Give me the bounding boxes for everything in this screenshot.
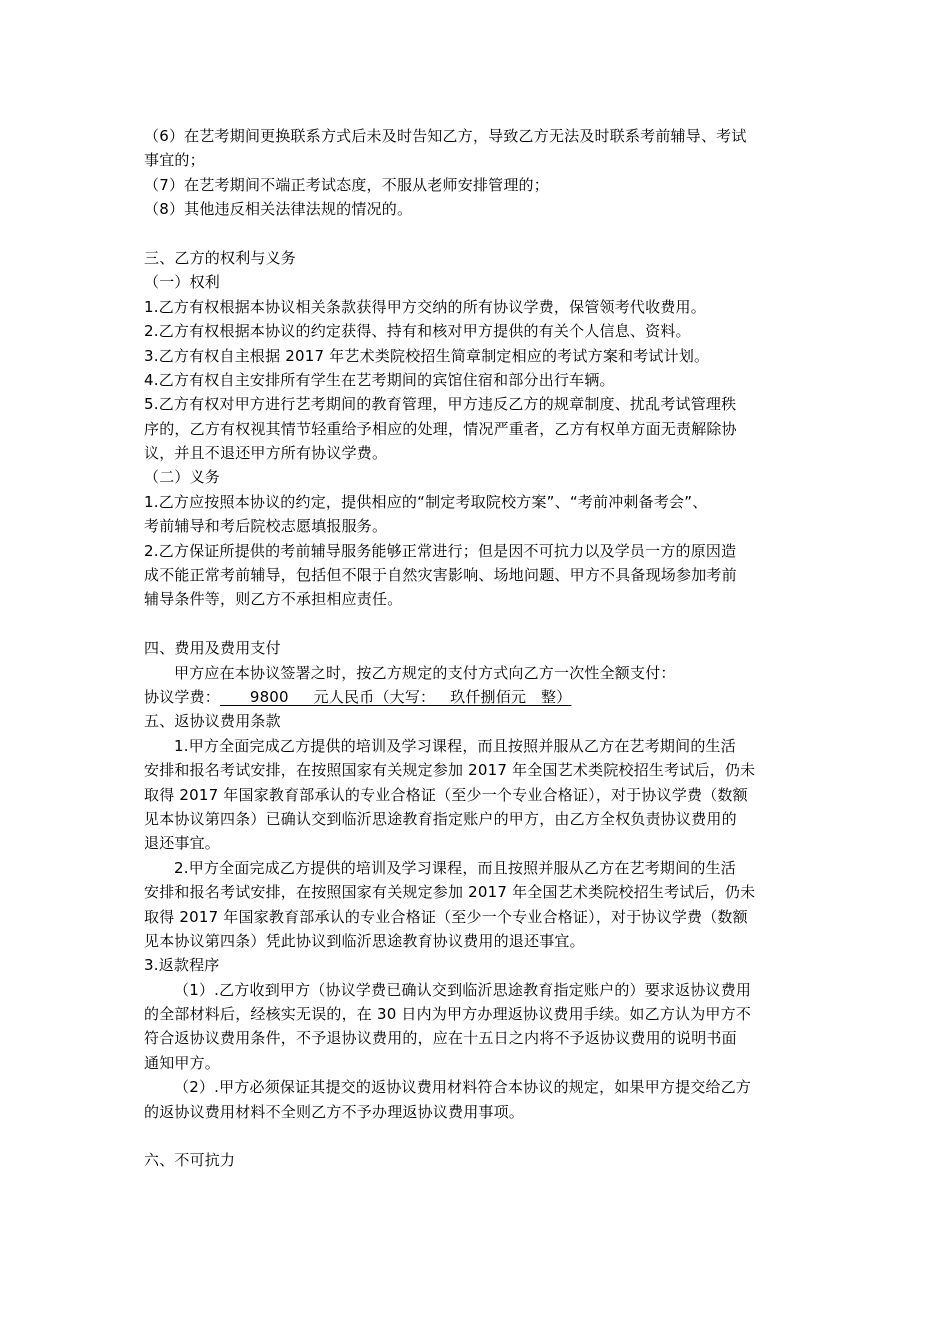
blank-line: [144, 612, 812, 636]
blank-line: [144, 222, 812, 246]
part5-section: [144, 709, 812, 1124]
paragraph-line: 1.甲方全面完成乙方提供的培训及学习课程，而且按照并服从乙方在艺考期间的生活: [174, 736, 736, 755]
paragraph-line: 见本协议第四条）凭此协议到临沂思途教育协议费用的退还事宜。: [144, 931, 585, 950]
paragraph-line: 2.乙方保证所提供的考前辅导服务能够正常进行；但是因不可抗力以及学员一方的原因造: [144, 541, 737, 560]
paragraph-line: （7）在艺考期间不端正考试态度，不服从老师安排管理的；: [144, 175, 549, 194]
paragraph-line: 4.乙方有权自主安排所有学生在艺考期间的宾馆住宿和部分出行车辆。: [144, 370, 615, 389]
paragraph-line: 安排和报名考试安排，在按照国家有关规定参加 2017 年全国艺术类院校招生考试后，仍未: [144, 883, 756, 902]
blank-line: [144, 1124, 812, 1148]
paragraph-line: 取得 2017 年国家教育部承认的专业合格证（至少一个专业合格证），对于协议学费（数额: [144, 907, 748, 926]
document-page: [144, 124, 812, 1173]
subsection-title: （一）权利: [144, 273, 221, 292]
part3-section: [144, 246, 812, 612]
section-heading: 四、费用及费用支付: [144, 639, 281, 658]
paragraph-line: 见本协议第四条）已确认交到临沂思途教育指定账户的甲方，由乙方全权负责协议费用的: [144, 809, 737, 828]
paragraph-line: 1.乙方有权根据本协议相关条款获得甲方交纳的所有协议学费，保管领考代收费用。: [144, 297, 706, 316]
paragraph-line: 序的，乙方有权视其情节轻重给予相应的处理，情况严重者，乙方有权单方面无责解除协: [144, 419, 737, 438]
fee-line: [144, 685, 812, 709]
paragraph-line: 1.乙方应按照本协议的约定，提供相应的“制定考取院校方案”、“考前冲刺备考会”、: [144, 492, 708, 511]
paragraph-line: 5.乙方有权对甲方进行艺考期间的教育管理，甲方违反乙方的规章制度、扰乱考试管理秩: [144, 395, 737, 414]
paragraph-line: 事宜的；: [144, 151, 205, 170]
paragraph-line: 2.甲方全面完成乙方提供的培训及学习课程，而且按照并服从乙方在艺考期间的生活: [174, 858, 736, 877]
paragraph-line: 2.乙方有权根据本协议的约定获得、持有和核对甲方提供的有关个人信息、资料。: [144, 322, 691, 341]
paragraph-line: 考前辅导和考后院校志愿填报服务。: [144, 517, 388, 536]
paragraph-line: 取得 2017 年国家教育部承认的专业合格证（至少一个专业合格证），对于协议学费（数额: [144, 785, 748, 804]
paragraph-line: 的返协议费用材料不全则乙方不予办理返协议费用事项。: [144, 1102, 525, 1121]
paragraph-line: （1）.乙方收到甲方（协议学费已确认交到临沂思途教育指定账户的）要求返协议费用: [174, 980, 752, 999]
paragraph-line: 安排和报名考试安排，在按照国家有关规定参加 2017 年全国艺术类院校招生考试后，仍未: [144, 761, 756, 780]
section-heading: 五、返协议费用条款: [144, 712, 281, 731]
fee-label: 协议学费：: [144, 687, 221, 706]
paragraph-line: 辅导条件等，则乙方不承担相应责任。: [144, 590, 403, 609]
subsection-title: （二）义务: [144, 468, 221, 487]
paragraph-line: 通知甲方。: [144, 1053, 221, 1072]
paragraph-line: 成不能正常考前辅导，包括但不限于自然灾害影响、场地问题、甲方不具备现场参加考前: [144, 566, 737, 585]
paragraph-line: （8）其他违反相关法律法规的情况的。: [144, 200, 413, 219]
part6-section: [144, 1148, 812, 1172]
paragraph-line: （6）在艺考期间更换联系方式后未及时告知乙方，导致乙方无法及时联系考前辅导、考试: [144, 127, 747, 145]
fee-value: 9800 元人民币（大写： 玖仟捌佰元 整）: [220, 687, 572, 706]
subsection-title: 3.返款程序: [144, 956, 220, 975]
paragraph-line: 甲方应在本协议签署之时，按乙方规定的支付方式向乙方一次性全额支付：: [174, 663, 676, 682]
part2-tail: [144, 124, 812, 222]
paragraph-line: 退还事宜。: [144, 834, 221, 853]
paragraph-line: 议，并且不退还甲方所有协议学费。: [144, 444, 388, 463]
part4-section: [144, 636, 812, 709]
section-heading: 六、不可抗力: [144, 1151, 236, 1170]
section-heading: 三、乙方的权利与义务: [144, 248, 297, 267]
paragraph-line: 的全部材料后，经核实无误的，在 30 日内为甲方办理返协议费用手续。如乙方认为甲方不: [144, 1005, 752, 1024]
paragraph-line: 符合返协议费用条件，不予退协议费用的，应在十五日之内将不予返协议费用的说明书面: [144, 1029, 737, 1048]
paragraph-line: 3.乙方有权自主根据 2017 年艺术类院校招生简章制定相应的考试方案和考试计划。: [144, 346, 710, 365]
paragraph-line: （2）.甲方必须保证其提交的返协议费用材料符合本协议的规定，如果甲方提交给乙方: [174, 1078, 752, 1097]
